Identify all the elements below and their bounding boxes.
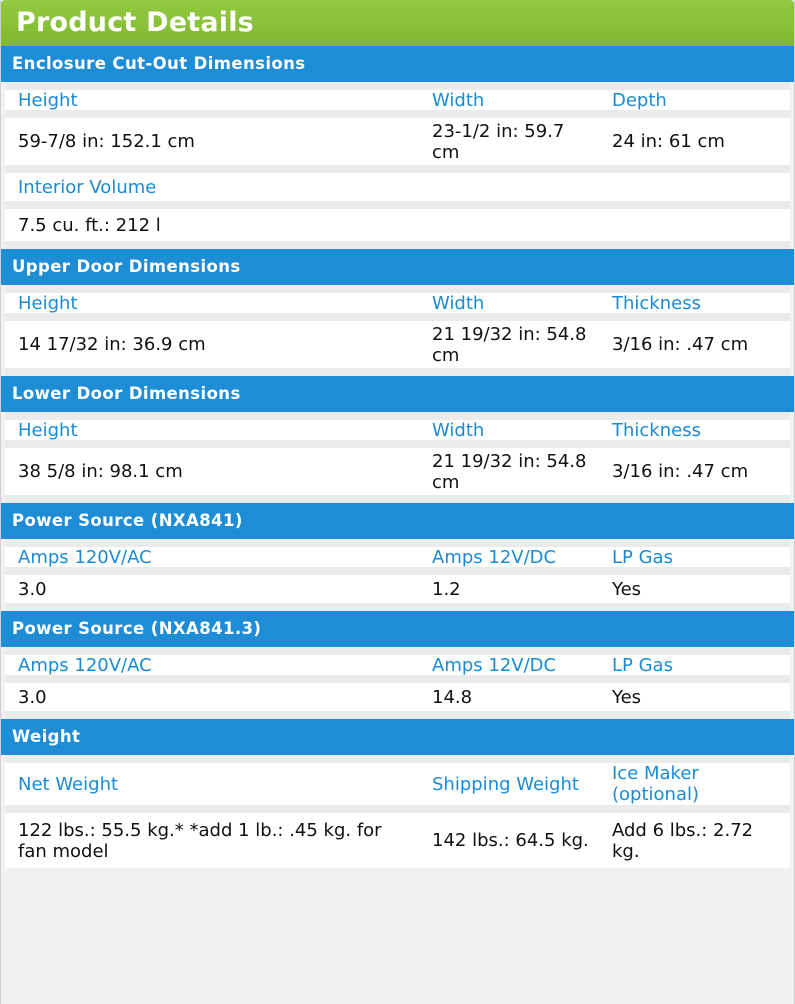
page-title: Product Details — [1, 0, 794, 46]
label-row — [5, 82, 790, 118]
value-width: 21 19/32 in: 54.8 cm — [432, 450, 587, 493]
value-width: 21 19/32 in: 54.8 cm — [432, 323, 587, 366]
value-row — [5, 575, 790, 611]
label-width: Width — [432, 292, 485, 314]
label-height: Height — [18, 89, 78, 111]
label-height: Height — [18, 419, 78, 441]
label-amps-12v-dc: Amps 12V/DC — [432, 654, 557, 676]
value-row — [5, 118, 790, 173]
value-net-weight: 122 lbs.: 55.5 kg.* *add 1 lb.: .45 kg. for fan model — [18, 819, 382, 862]
value-height: 38 5/8 in: 98.1 cm — [18, 461, 183, 482]
value-amps-12v-dc: 14.8 — [432, 686, 473, 708]
section-header-lower-door-dimensions: Lower Door Dimensions — [1, 376, 794, 412]
value-row — [5, 813, 790, 868]
label-thickness: Thickness — [612, 292, 701, 314]
value-row — [5, 209, 790, 249]
value-amps-12v-dc: 1.2 — [432, 578, 461, 600]
value-shipping-weight: 142 lbs.: 64.5 kg. — [432, 830, 589, 851]
label-net-weight: Net Weight — [18, 773, 119, 795]
label-shipping-weight: Shipping Weight — [432, 773, 579, 795]
label-thickness: Thickness — [612, 419, 701, 441]
value-ice-maker: Add 6 lbs.: 2.72 kg. — [612, 819, 754, 862]
value-interior-volume: 7.5 cu. ft.: 212 l — [18, 214, 161, 236]
value-row — [5, 448, 790, 503]
label-amps-120v-ac: Amps 120V/AC — [18, 546, 152, 568]
label-lp-gas: LP Gas — [612, 546, 673, 568]
value-amps-120v-ac: 3.0 — [18, 578, 47, 600]
label-row — [5, 647, 790, 683]
value-lp-gas: Yes — [612, 578, 642, 600]
label-row — [5, 539, 790, 575]
label-depth: Depth — [612, 89, 667, 111]
value-width: 23-1/2 in: 59.7 cm — [432, 120, 565, 163]
value-height: 14 17/32 in: 36.9 cm — [18, 334, 206, 355]
section-header-weight: Weight — [1, 719, 794, 755]
section-header-upper-door-dimensions: Upper Door Dimensions — [1, 249, 794, 285]
value-row — [5, 321, 790, 376]
label-interior-volume: Interior Volume — [18, 176, 157, 198]
value-thickness: 3/16 in: .47 cm — [612, 334, 749, 355]
label-width: Width — [432, 89, 485, 111]
label-row — [5, 285, 790, 321]
value-amps-120v-ac: 3.0 — [18, 686, 47, 708]
label-amps-12v-dc: Amps 12V/DC — [432, 546, 557, 568]
value-lp-gas: Yes — [612, 686, 642, 708]
label-row — [5, 173, 790, 209]
label-width: Width — [432, 419, 485, 441]
label-lp-gas: LP Gas — [612, 654, 673, 676]
section-header-enclosure-cutout-dimensions: Enclosure Cut-Out Dimensions — [1, 46, 794, 82]
value-thickness: 3/16 in: .47 cm — [612, 461, 749, 482]
section-header-power-source-nxa841-3: Power Source (NXA841.3) — [1, 611, 794, 647]
value-height: 59-7/8 in: 152.1 cm — [18, 131, 195, 152]
label-row — [5, 412, 790, 448]
label-row — [5, 755, 790, 813]
label-height: Height — [18, 292, 78, 314]
value-depth: 24 in: 61 cm — [612, 131, 725, 152]
section-header-power-source-nxa841: Power Source (NXA841) — [1, 503, 794, 539]
label-amps-120v-ac: Amps 120V/AC — [18, 654, 152, 676]
label-ice-maker: Ice Maker (optional) — [612, 763, 699, 805]
value-row — [5, 683, 790, 719]
